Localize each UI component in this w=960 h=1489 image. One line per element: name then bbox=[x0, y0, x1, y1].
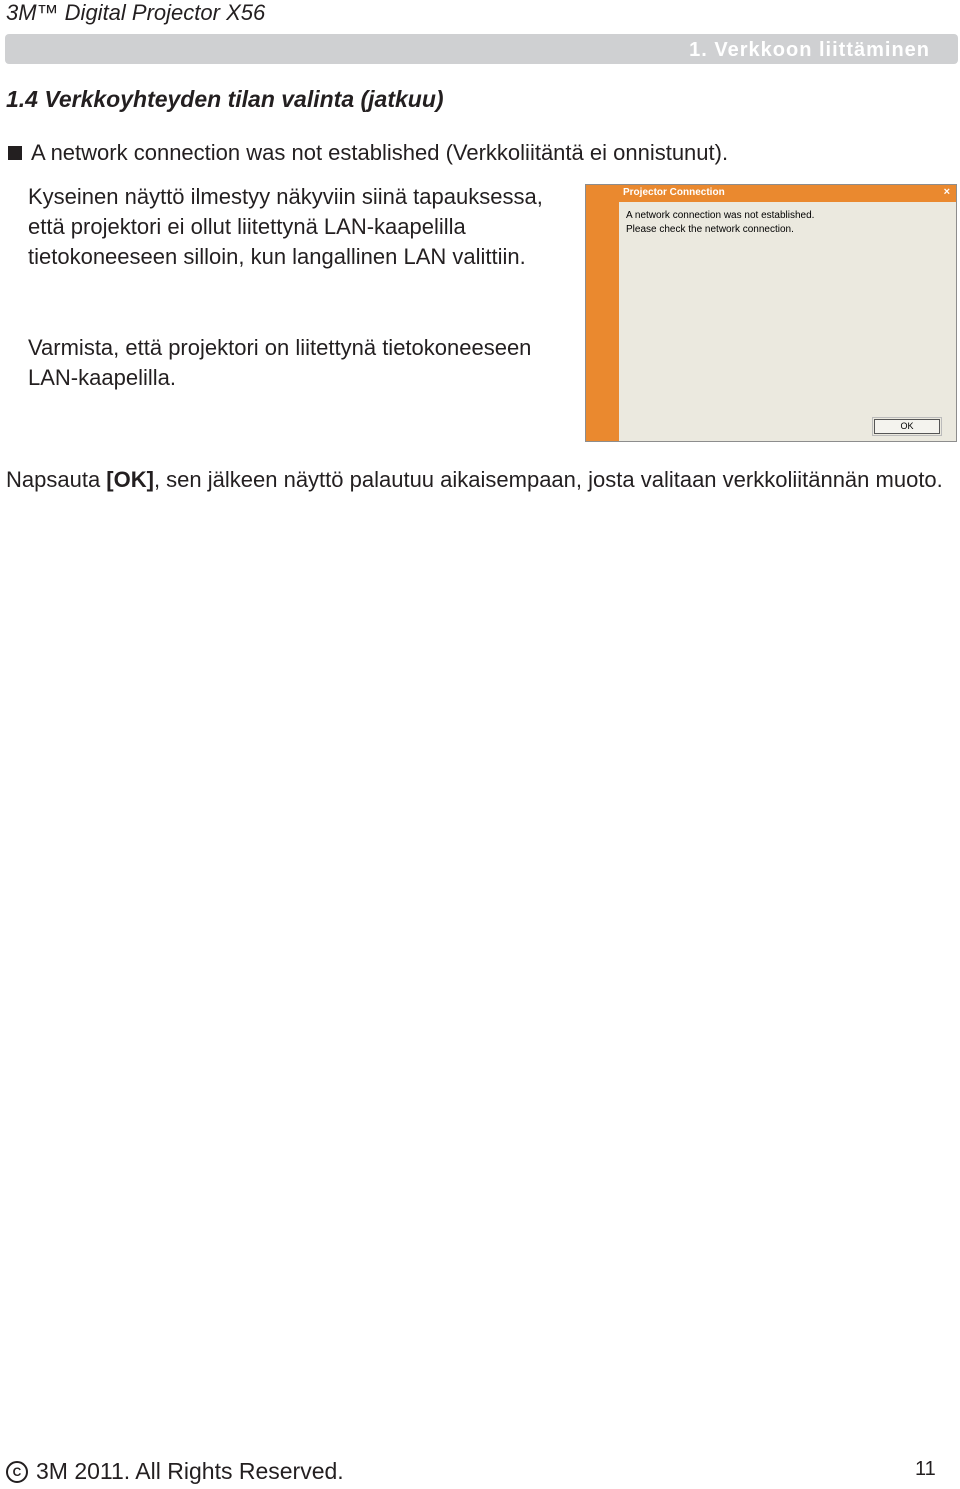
dialog-message-line1: A network connection was not established. bbox=[626, 210, 815, 221]
dialog-title: Projector Connection bbox=[623, 187, 725, 198]
bullet-text: A network connection was not established (Verkkoliitäntä ei onnistunut). bbox=[31, 140, 729, 165]
para3-after: , sen jälkeen näyttö palautuu aikaisempaan, josta valitaan verkkoliitännän muoto. bbox=[153, 467, 943, 492]
paragraph-description: Kyseinen näyttö ilmestyy näkyviin siinä tapauksessa, että projektori ei ollut liitettynä LAN-kaapelilla tietokoneeseen silloin, kun langallinen LAN valittiin. bbox=[28, 184, 543, 269]
page-number: 11 bbox=[915, 1458, 936, 1480]
paragraph-check-cable: Varmista, että projektori on liitettynä tietokoneeseen LAN-kaapelilla. bbox=[28, 335, 532, 390]
document-title: 3M™ Digital Projector X56 bbox=[6, 0, 266, 25]
dialog-sidebar bbox=[586, 202, 619, 441]
copyright-icon: C bbox=[6, 1461, 28, 1483]
dialog-message bbox=[626, 209, 814, 237]
bullet-item bbox=[8, 140, 728, 166]
chapter-bar bbox=[5, 34, 958, 64]
bullet-square-icon bbox=[8, 146, 22, 160]
ok-button[interactable]: OK bbox=[874, 419, 940, 434]
section-heading: 1.4 Verkkoyhteyden tilan valinta (jatkuu) bbox=[6, 86, 444, 112]
ok-reference: [OK] bbox=[106, 467, 154, 492]
projector-connection-dialog bbox=[585, 184, 957, 442]
dialog-titlebar bbox=[586, 185, 956, 202]
paragraph-click-ok bbox=[6, 465, 946, 495]
para3-before: Napsauta bbox=[6, 467, 107, 492]
chapter-label: 1. Verkkoon liittäminen bbox=[689, 39, 930, 61]
footer-copyright bbox=[6, 1458, 344, 1485]
close-icon[interactable]: × bbox=[943, 186, 950, 198]
copyright-text: 3M 2011. All Rights Reserved. bbox=[36, 1458, 344, 1484]
dialog-message-line2: Please check the network connection. bbox=[626, 224, 794, 235]
